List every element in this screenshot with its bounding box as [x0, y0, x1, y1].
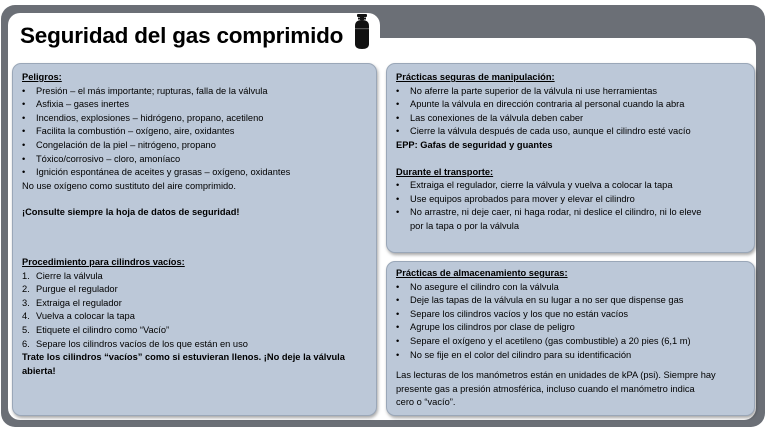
gas-cylinder-icon [352, 14, 372, 50]
list-item: 5. Etiquete el cilindro como “Vacío” [22, 324, 170, 335]
hazards-list [22, 85, 290, 180]
list-item: • Las conexiones de la válvula deben caber [396, 112, 584, 123]
handling-heading: Prácticas seguras de manipulación: [396, 72, 555, 82]
list-item: 6. Separe los cilindros vacíos de los que están en uso [22, 338, 248, 349]
list-item-continuation: por la tapa o por la válvula [410, 220, 520, 231]
transport-list [396, 179, 701, 233]
list-item: 4. Vuelva a colocar la tapa [22, 311, 135, 322]
list-item: • Facilita la combustión – oxígeno, aire, oxidantes [22, 126, 235, 137]
list-item: • No se fije en el color del cilindro para su identificación [396, 349, 632, 360]
empty-procedure-heading: Procedimiento para cilindros vacíos: [22, 257, 185, 267]
list-item: • No arrastre, ni deje caer, ni haga rodar, ni deslice el cilindro, ni lo eleve [396, 207, 702, 218]
list-item: • Cierre la válvula después de cada uso, aunque el cilindro esté vacío [396, 126, 691, 137]
list-item: • Presión – el más importante; rupturas, falla de la válvula [22, 85, 268, 96]
empty-steps-list [22, 270, 345, 352]
list-item: 1. Cierre la válvula [22, 270, 103, 281]
empty-warning-line-2: abierta! [22, 365, 56, 376]
empty-cylinder-section [22, 256, 345, 378]
handling-list [396, 85, 701, 139]
transport-heading: Durante el transporte: [396, 166, 494, 177]
handling-panel-content [396, 71, 701, 234]
gauge-note-line-2: presente gas a presión atmosférica, incluso cuando el manómetro indica [396, 383, 695, 394]
gauge-note-line-1: Las lecturas de los manómetros están en unidades de kPA (psi). Siempre hay [396, 370, 716, 381]
list-item: • No asegure el cilindro con la válvula [396, 281, 559, 292]
page-title: Seguridad del gas comprimido [20, 23, 344, 48]
storage-panel-content [396, 267, 716, 410]
list-item: • Deje las tapas de la válvula en su lugar a no ser que dispense gas [396, 295, 684, 306]
list-item: • Extraiga el regulador, cierre la válvula y vuelva a colocar la tapa [396, 180, 673, 191]
list-item: • Separe los cilindros vacíos y los que no están vacíos [396, 308, 629, 319]
list-item: 3. Extraiga el regulador [22, 297, 122, 308]
list-item: • Ignición espontánea de aceites y grasas – oxígeno, oxidantes [22, 167, 291, 178]
list-item: • Agrupe los cilindros por clase de peligro [396, 322, 575, 333]
storage-heading: Prácticas de almacenamiento seguras: [396, 268, 568, 278]
list-item: • Incendios, explosiones – hidrógeno, propano, acetileno [22, 112, 264, 123]
hazards-panel-content [22, 71, 290, 220]
storage-list [396, 281, 716, 363]
list-item: • Congelación de la piel – nitrógeno, propano [22, 139, 216, 150]
list-item: • Apunte la válvula en dirección contraria al personal cuando la abra [396, 99, 685, 110]
list-item: • Tóxico/corrosivo – cloro, amoníaco [22, 153, 181, 164]
list-item: • No aferre la parte superior de la válvula ni use herramientas [396, 85, 658, 96]
hazards-heading: Peligros: [22, 72, 62, 82]
empty-warning-line-1: Trate los cilindros “vacíos” como si estuvieran llenos. ¡No deje la válvula [22, 352, 345, 363]
header-bar [380, 38, 756, 59]
sds-note: ¡Consulte siempre la hoja de datos de seguridad! [22, 207, 240, 218]
list-item: • Asfixia – gases inertes [22, 99, 130, 110]
no-oxygen-note: No use oxígeno como sustituto del aire comprimido. [22, 180, 236, 191]
list-item: 2. Purgue el regulador [22, 284, 118, 295]
gauge-note-line-3: cero o “vacío”. [396, 397, 456, 408]
list-item: • Separe el oxígeno y el acetileno (gas combustible) a 20 pies (6,1 m) [396, 335, 691, 346]
ppe-note: EPP: Gafas de seguridad y guantes [396, 139, 553, 150]
list-item: • Use equipos aprobados para mover y elevar el cilindro [396, 193, 635, 204]
